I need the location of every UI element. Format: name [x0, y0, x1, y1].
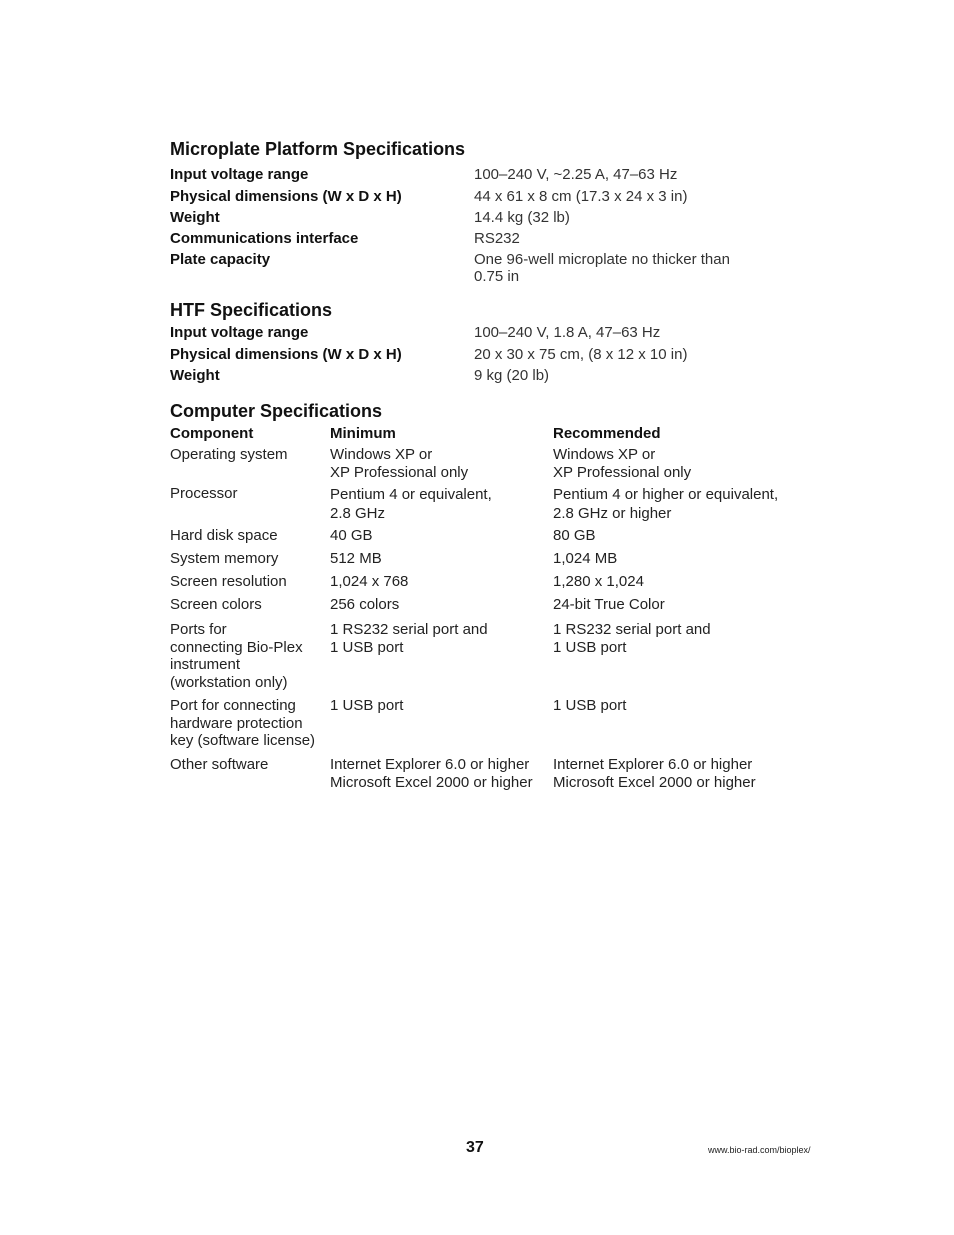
spec-label: Weight — [170, 209, 220, 226]
spec-value: 20 x 30 x 75 cm, (8 x 12 x 10 in) — [474, 346, 688, 363]
spec-value: RS232 — [474, 230, 520, 247]
footer-url: www.bio-rad.com/bioplex/ — [708, 1145, 811, 1155]
table-cell-component: System memory — [170, 550, 279, 567]
htf-heading: HTF Specifications — [170, 300, 333, 320]
spec-label: Physical dimensions (W x D x H) — [170, 188, 402, 205]
table-cell-minimum: 1 RS232 serial port and 1 USB port — [330, 621, 488, 656]
column-header-component: Component — [170, 425, 254, 442]
table-cell-minimum: 40 GB — [330, 527, 373, 544]
spec-label: Input voltage range — [170, 166, 309, 183]
page-number: 37 — [466, 1139, 484, 1156]
table-cell-minimum: Pentium 4 or equivalent, 2.8 GHz — [330, 486, 492, 522]
table-cell-component: Screen resolution — [170, 573, 287, 590]
table-cell-minimum: 1 USB port — [330, 697, 404, 714]
table-cell-minimum: 512 MB — [330, 550, 382, 567]
table-cell-recommended: 1 RS232 serial port and 1 USB port — [553, 621, 711, 656]
table-cell-component: Hard disk space — [170, 527, 278, 544]
table-cell-minimum: Windows XP or XP Professional only — [330, 446, 469, 481]
table-cell-recommended: Windows XP or XP Professional only — [553, 446, 692, 481]
table-cell-component: Port for connecting hardware protection key (software license) — [170, 697, 316, 749]
column-header-recommended: Recommended — [553, 425, 661, 442]
spec-label: Physical dimensions (W x D x H) — [170, 346, 402, 363]
table-cell-component: Ports for connecting Bio-Plex instrument (workstation only) — [170, 621, 303, 691]
table-cell-recommended: Internet Explorer 6.0 or higher Microsoft Excel 2000 or higher — [553, 756, 756, 791]
spec-value: 44 x 61 x 8 cm (17.3 x 24 x 3 in) — [474, 188, 688, 205]
table-cell-recommended: 24-bit True Color — [553, 596, 665, 613]
table-cell-recommended: 80 GB — [553, 527, 596, 544]
computer-heading: Computer Specifications — [170, 401, 383, 421]
table-cell-component: Screen colors — [170, 596, 262, 613]
spec-label: Plate capacity — [170, 251, 271, 268]
spec-value: 9 kg (20 lb) — [474, 367, 550, 384]
table-cell-component: Other software — [170, 756, 269, 773]
table-cell-recommended: 1,024 MB — [553, 550, 618, 567]
spec-value: One 96-well microplate no thicker than 0.75 in — [474, 251, 730, 285]
spec-value: 100–240 V, ~2.25 A, 47–63 Hz — [474, 166, 678, 183]
table-cell-component: Operating system — [170, 446, 288, 463]
spec-label: Communications interface — [170, 230, 359, 247]
table-cell-minimum: Internet Explorer 6.0 or higher Microsoft Excel 2000 or higher — [330, 756, 533, 791]
table-cell-minimum: 1,024 x 768 — [330, 573, 409, 590]
table-cell-recommended: Pentium 4 or higher or equivalent, 2.8 GHz or higher — [553, 486, 779, 522]
table-cell-recommended: 1,280 x 1,024 — [553, 573, 644, 590]
spec-value: 100–240 V, 1.8 A, 47–63 Hz — [474, 324, 661, 341]
microplate-heading: Microplate Platform Specifications — [170, 139, 466, 159]
table-cell-minimum: 256 colors — [330, 596, 400, 613]
spec-value: 14.4 kg (32 lb) — [474, 209, 570, 226]
spec-label: Weight — [170, 367, 220, 384]
table-cell-recommended: 1 USB port — [553, 697, 627, 714]
table-cell-component: Processor — [170, 485, 238, 502]
spec-label: Input voltage range — [170, 324, 309, 341]
column-header-minimum: Minimum — [330, 425, 396, 442]
